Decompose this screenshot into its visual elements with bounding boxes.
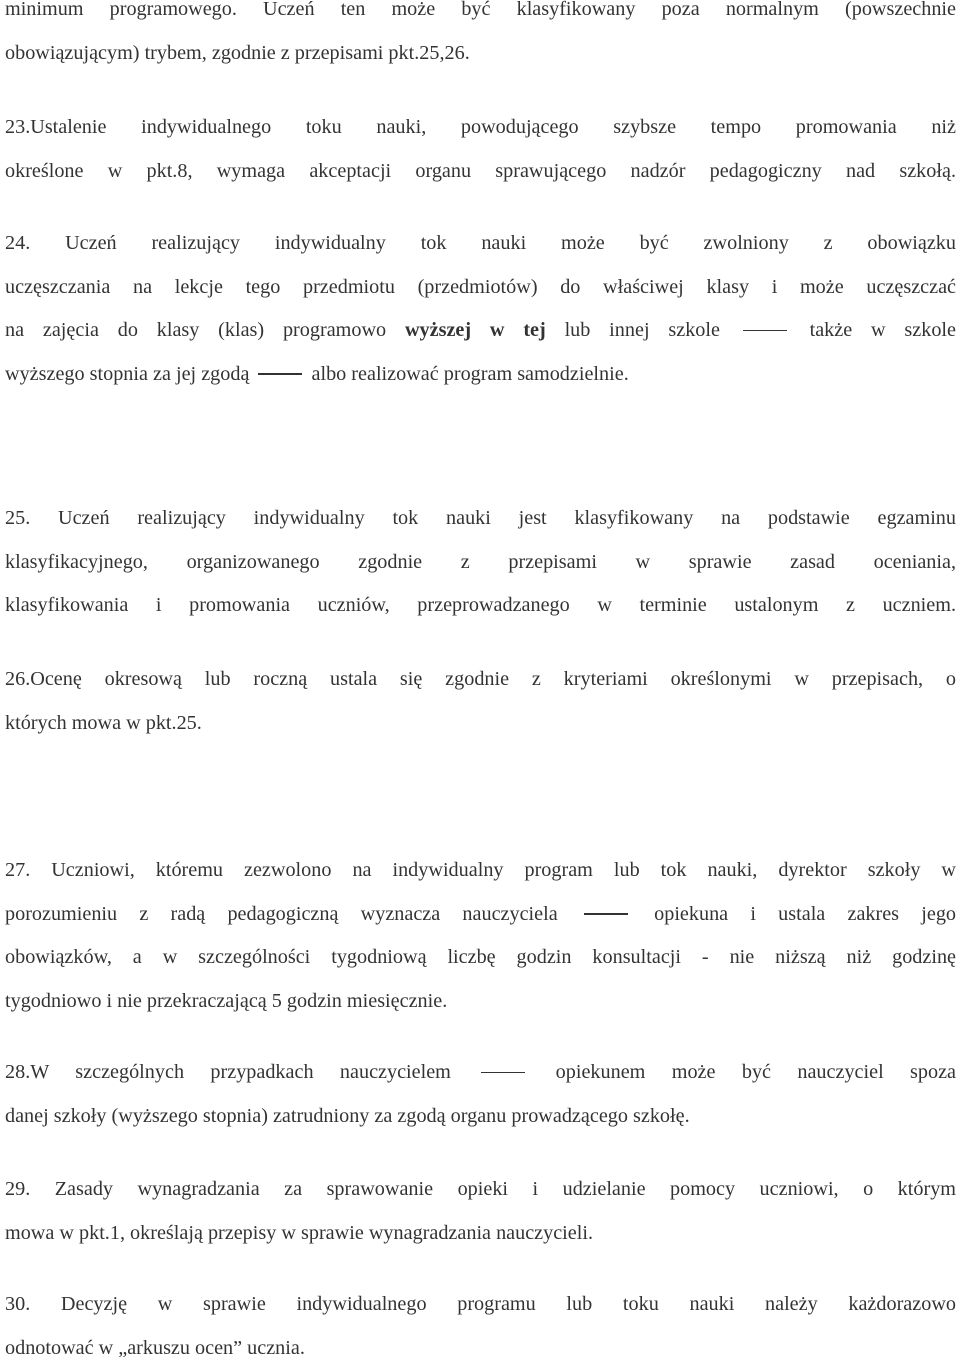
paragraph-25 [5, 497, 956, 628]
text-segment: porozumieniu z radą pedagogiczną wyznacza nauczyciela [5, 903, 558, 925]
text-line: 23.Ustalenie indywidualnego toku nauki, powodującego szybsze tempo promowania niż [5, 106, 956, 150]
text-line [5, 353, 956, 397]
text-line: klasyfikacyjnego, organizowanego zgodnie z przepisami w sprawie zasad oceniania, [5, 541, 956, 585]
text-line: tygodniowo i nie przekraczającą 5 godzin miesięcznie. [5, 980, 956, 1024]
text-line: odnotować w „arkuszu ocen” ucznia. [5, 1327, 956, 1370]
text-line: 25. Uczeń realizujący indywidualny tok nauki jest klasyfikowany na podstawie egzaminu [5, 497, 956, 541]
text-line: których mowa w pkt.25. [5, 702, 956, 746]
text-line: określone w pkt.8, wymaga akceptacji organu sprawującego nadzór pedagogiczny nad szkołą. [5, 150, 956, 194]
text-segment: opiekunem może być nauczyciel spoza [556, 1061, 956, 1083]
em-dash [743, 330, 787, 331]
text-line: mowa w pkt.1, określają przepisy w sprawie wynagradzania nauczycieli. [5, 1212, 956, 1256]
paragraph-27 [5, 849, 956, 1023]
em-dash [481, 1072, 525, 1073]
text-line: uczęszczania na lekcje tego przedmiotu (przedmiotów) do właściwej klasy i może uczęszczać [5, 266, 956, 310]
text-line: klasyfikowania i promowania uczniów, przeprowadzanego w terminie ustalonym z uczniem. [5, 584, 956, 628]
text-line [5, 1051, 956, 1095]
text-line: 29. Zasady wynagradzania za sprawowanie opieki i udzielanie pomocy uczniowi, o którym [5, 1168, 956, 1212]
paragraph-30 [5, 1283, 956, 1370]
text-segment: albo realizować program samodzielnie. [312, 363, 629, 385]
em-dash [584, 913, 628, 914]
text-line: obowiązków, a w szczególności tygodniową liczbę godzin konsultacji - nie niższą niż godzinę [5, 936, 956, 980]
text-line: 27. Uczniowi, któremu zezwolono na indywidualny program lub tok nauki, dyrektor szkoły w [5, 849, 956, 893]
text-line: minimum programowego. Uczeń ten może być klasyfikowany poza normalnym (powszechnie [5, 0, 956, 32]
text-line: 30. Decyzję w sprawie indywidualnego programu lub toku nauki należy każdorazowo [5, 1283, 956, 1327]
text-line [5, 893, 956, 937]
paragraph-28 [5, 1051, 956, 1138]
em-dash [258, 373, 302, 374]
paragraph-continuation [5, 0, 956, 75]
text-segment: opiekuna i ustala zakres jego [654, 903, 956, 925]
text-segment: lub innej szkole [565, 319, 720, 341]
text-line: 26.Ocenę okresową lub roczną ustala się zgodnie z kryteriami określonymi w przepisach, o [5, 658, 956, 702]
text-line: danej szkoły (wyższego stopnia) zatrudniony za zgodą organu prowadzącego szkołę. [5, 1095, 956, 1139]
paragraph-29 [5, 1168, 956, 1255]
text-segment: 28.W szczególnych przypadkach nauczycielem [5, 1061, 451, 1083]
bold-text: wyższej w tej [405, 319, 546, 341]
paragraph-26 [5, 658, 956, 745]
text-line [5, 309, 956, 353]
text-segment: także w szkole [810, 319, 956, 341]
paragraph-24 [5, 222, 956, 396]
text-line: 24. Uczeń realizujący indywidualny tok nauki może być zwolniony z obowiązku [5, 222, 956, 266]
text-segment: na zajęcia do klasy (klas) programowo [5, 319, 386, 341]
text-line: obowiązującym) trybem, zgodnie z przepisami pkt.25,26. [5, 32, 956, 76]
text-segment: wyższego stopnia za jej zgodą [5, 363, 249, 385]
paragraph-23 [5, 106, 956, 193]
